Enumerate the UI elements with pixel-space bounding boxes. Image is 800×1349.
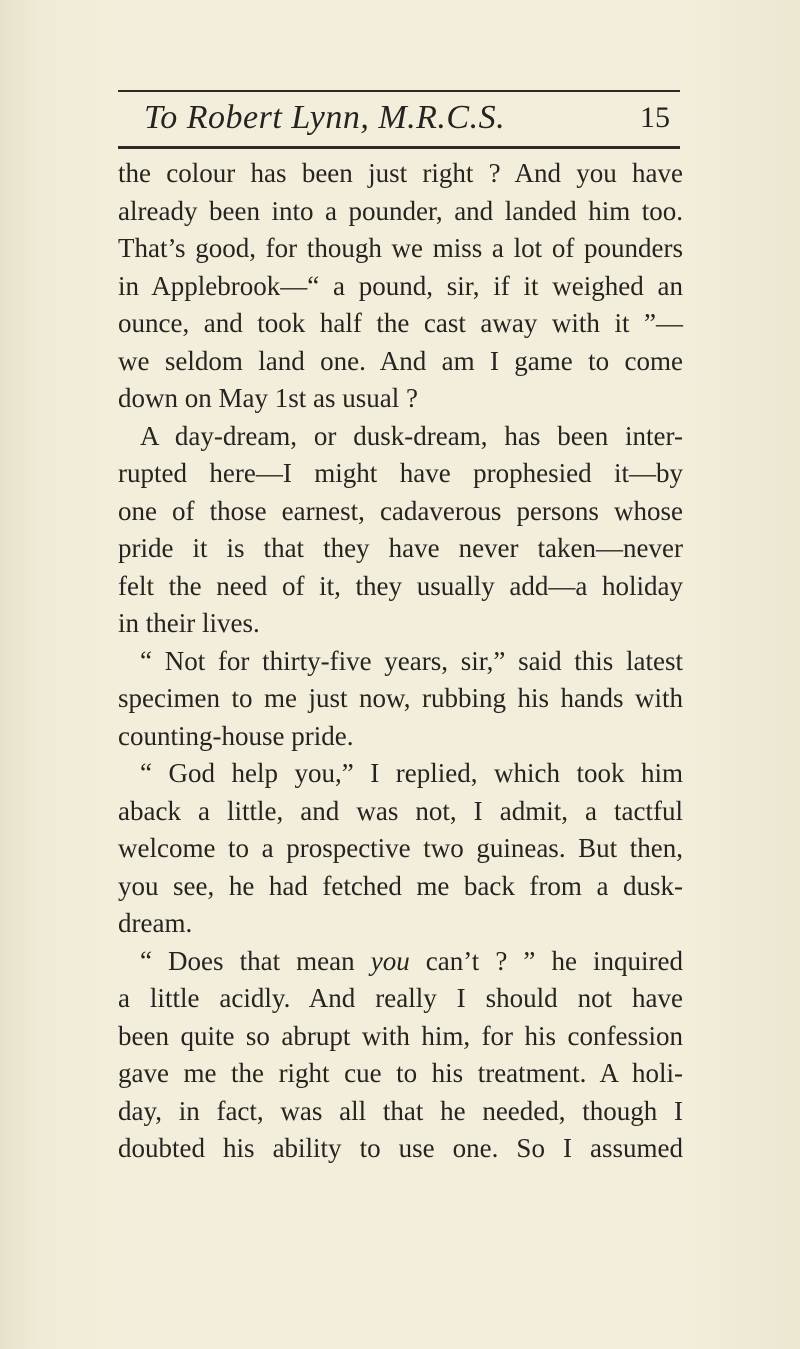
text-line: the colour has been just right ? And you have: [118, 158, 683, 188]
text-line: counting-house pride.: [118, 720, 354, 751]
text-line: we seldom land one. And am I game to come: [118, 345, 683, 376]
text-line: day, in fact, was all that he needed, though I: [118, 1095, 683, 1126]
running-head: [118, 96, 680, 142]
text-line: already been into a pounder, and landed him too.: [118, 195, 683, 226]
text-line: in their lives.: [118, 608, 260, 638]
text-line: specimen to me just now, rubbing his hands with: [118, 683, 683, 713]
text-line: dream.: [118, 908, 193, 938]
running-title: To Robert Lynn, M.R.C.S.: [144, 99, 506, 136]
text-line: doubted his ability to use one. So I assumed: [118, 1133, 683, 1163]
text-line: “ Not for thirty-five years, sir,” said this latest: [140, 645, 683, 676]
header-rule-bottom: [118, 146, 680, 149]
text-line-italic-word: “ Does that mean you can’t ? ” he inquired: [140, 945, 683, 976]
text-line: aback a little, and was not, I admit, a tactful: [118, 795, 683, 826]
text-line: welcome to a prospective two guineas. But then,: [118, 833, 683, 863]
text-line: gave me the right cue to his treatment. A holi-: [118, 1058, 683, 1088]
text-line: “ God help you,” I replied, which took him: [140, 758, 683, 788]
emphasized-word: you: [370, 945, 410, 976]
text-line: one of those earnest, cadaverous persons whose: [118, 495, 683, 526]
text-line: rupted here—I might have prophesied it—by: [118, 458, 683, 488]
text-line: A day-dream, or dusk-dream, has been inter-: [140, 420, 683, 451]
text-line: down on May 1st as usual ?: [118, 383, 418, 413]
text-line: you see, he had fetched me back from a dusk-: [118, 870, 683, 901]
body-text: [118, 155, 683, 1168]
running-title-name-italic: Lynn: [291, 99, 361, 136]
text-line: That’s good, for though we miss a lot of pounders: [118, 233, 683, 263]
text-line: pride it is that they have never taken—never: [118, 533, 683, 563]
text-line: been quite so abrupt with him, for his confession: [118, 1020, 683, 1051]
text-line: felt the need of it, they usually add—a holiday: [118, 570, 683, 601]
text-line: in Applebrook—“ a pound, sir, if it weighed an: [118, 270, 683, 301]
header-rule-top: [118, 90, 680, 92]
page-number: 15: [640, 101, 670, 134]
text-line: ounce, and took half the cast away with it ”—: [118, 308, 683, 338]
text-line: a little acidly. And really I should not have: [118, 983, 683, 1013]
